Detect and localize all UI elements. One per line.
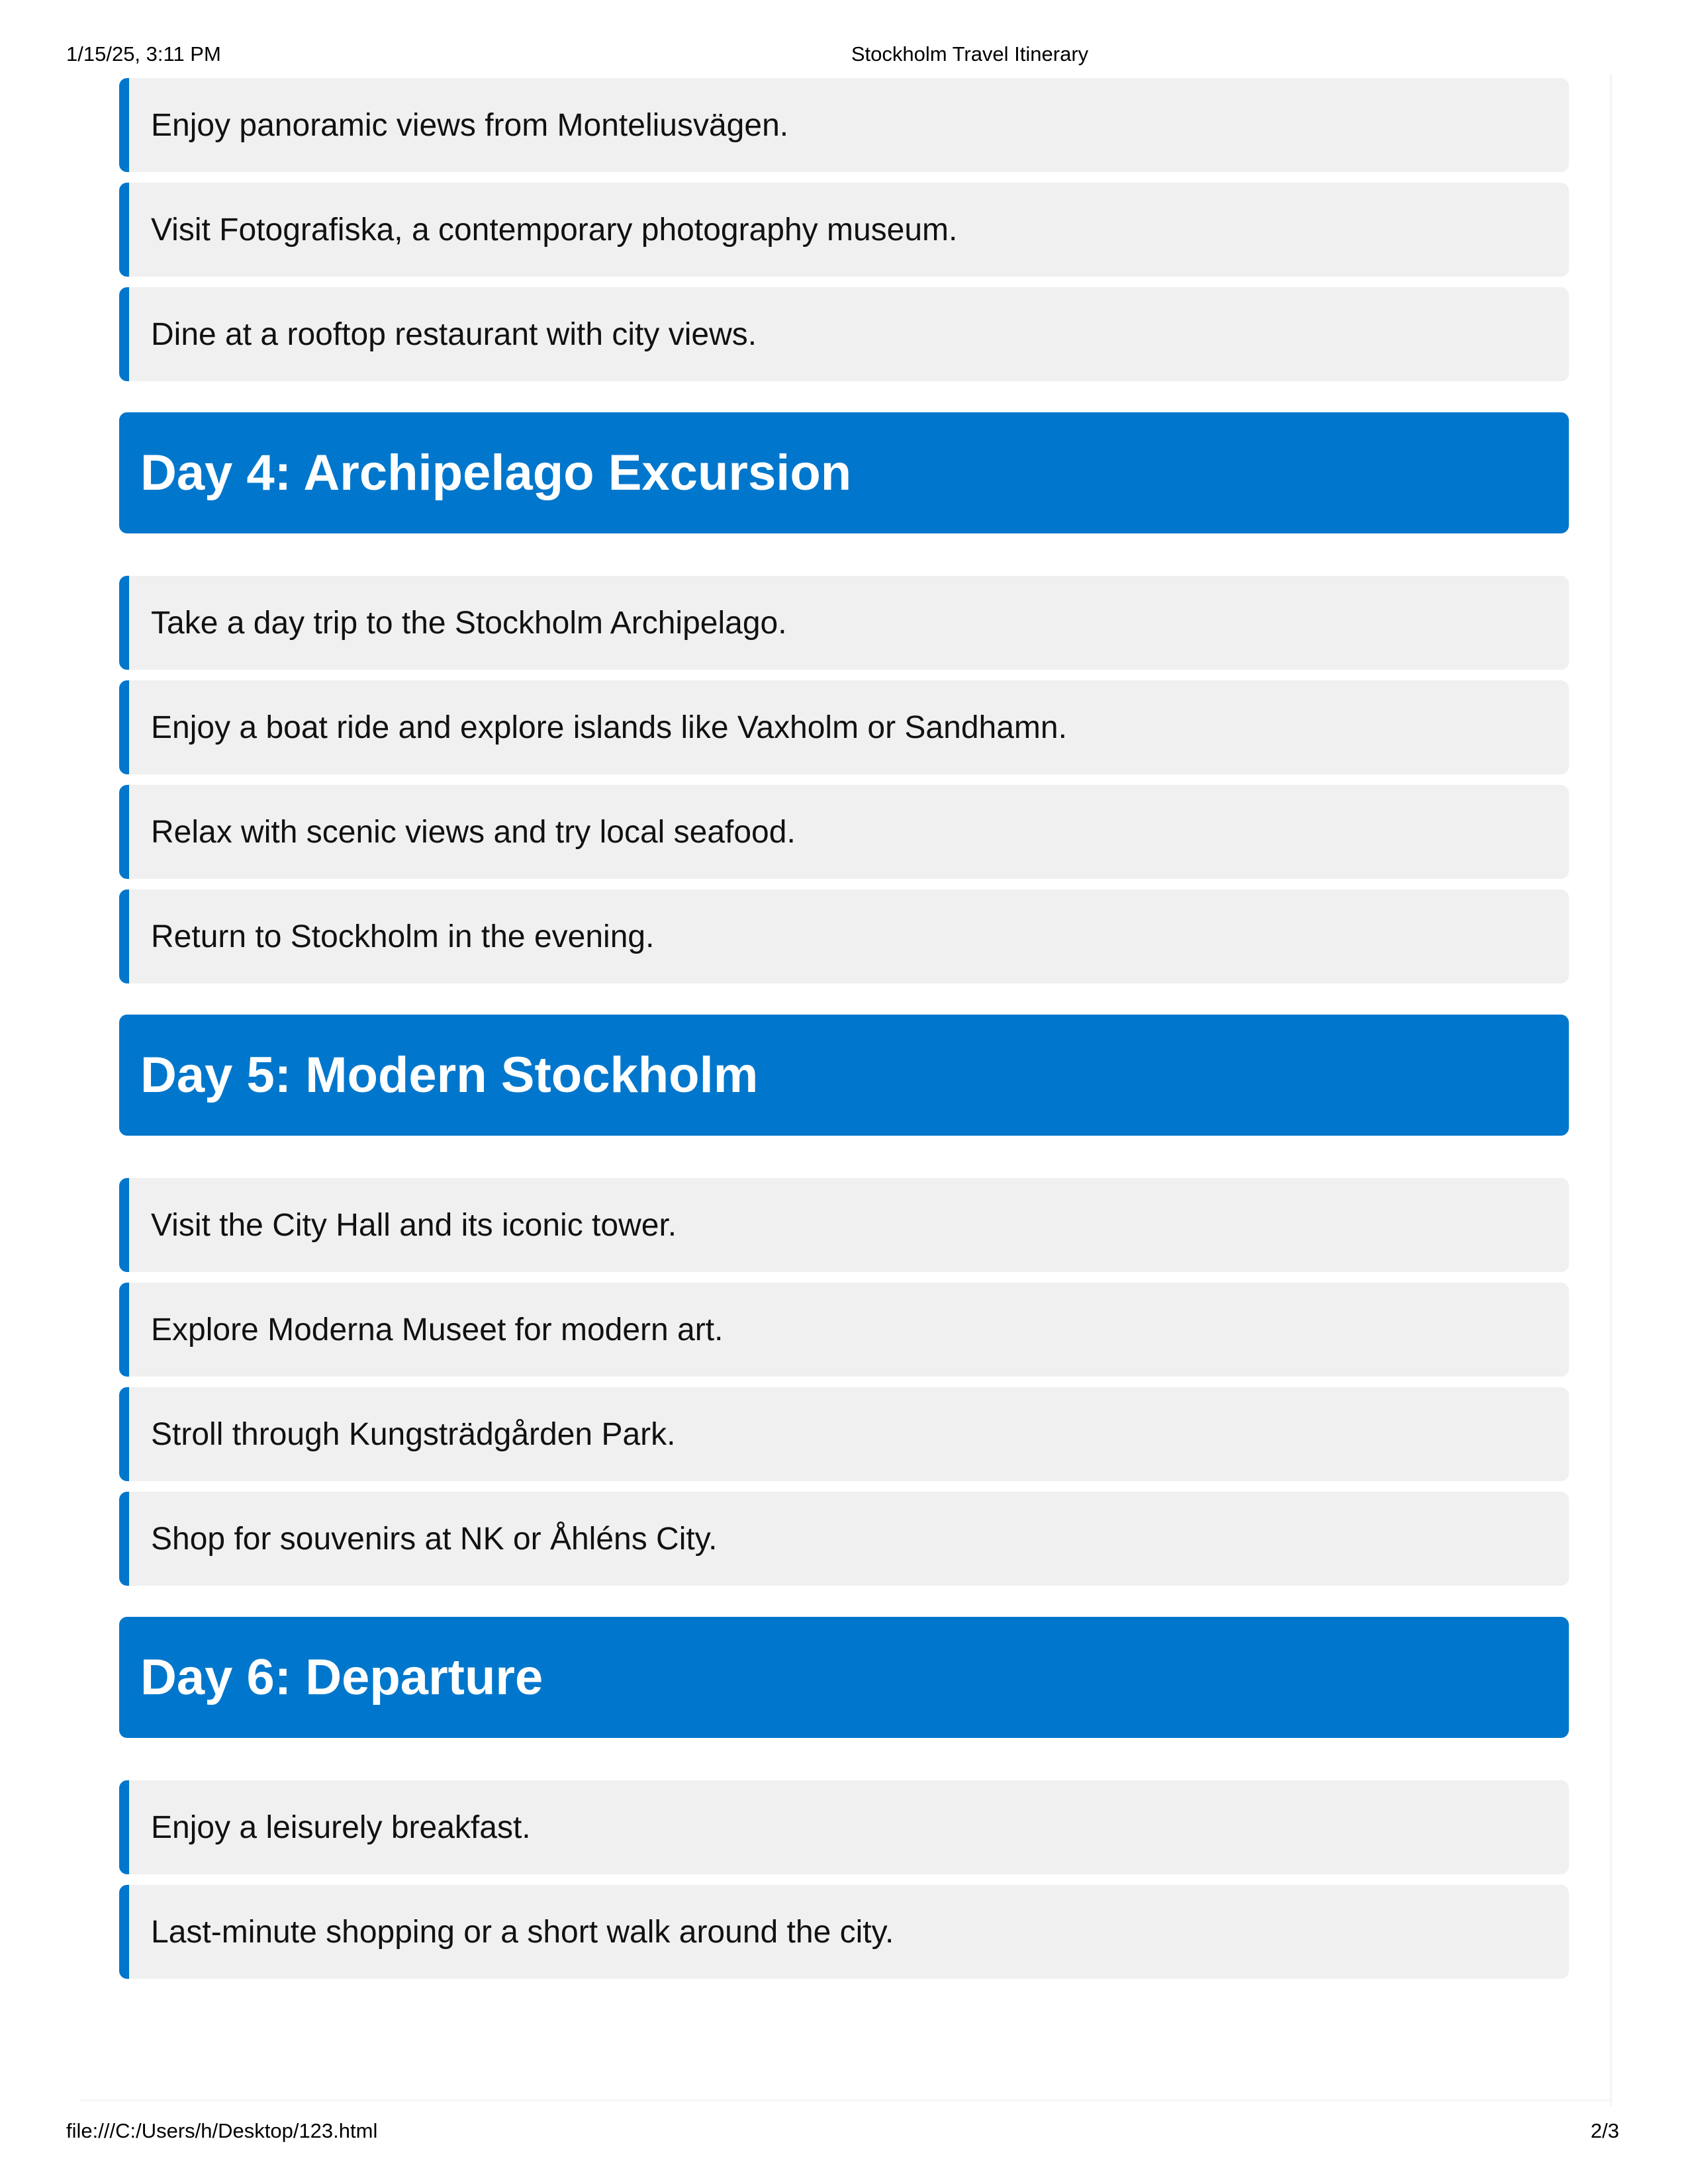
continued-activity-list <box>119 78 1569 381</box>
activity-item: Enjoy panoramic views from Monteliusvägen. <box>119 78 1569 172</box>
itinerary-content <box>119 78 1569 1989</box>
print-page-number: 2/3 <box>1590 2119 1619 2142</box>
activity-item: Take a day trip to the Stockholm Archipelago. <box>119 576 1569 670</box>
print-header <box>0 42 1688 69</box>
print-datetime: 1/15/25, 3:11 PM <box>66 42 221 66</box>
day-heading: Day 5: Modern Stockholm <box>119 1015 1569 1136</box>
print-page-title: Stockholm Travel Itinerary <box>851 42 1089 66</box>
print-footer <box>0 2119 1688 2146</box>
day-section-4 <box>119 412 1569 983</box>
activity-list <box>119 1178 1569 1586</box>
day-heading: Day 6: Departure <box>119 1617 1569 1738</box>
activity-item: Stroll through Kungsträdgården Park. <box>119 1387 1569 1481</box>
activity-item: Relax with scenic views and try local seafood. <box>119 785 1569 879</box>
page-right-edge <box>1610 74 1613 2106</box>
print-file-url: file:///C:/Users/h/Desktop/123.html <box>66 2119 378 2142</box>
activity-list <box>119 576 1569 983</box>
activity-list <box>119 1780 1569 1979</box>
activity-item: Visit Fotografiska, a contemporary photography museum. <box>119 183 1569 277</box>
page-bottom-edge <box>79 2099 1613 2101</box>
day-section-5 <box>119 1015 1569 1586</box>
day-heading: Day 4: Archipelago Excursion <box>119 412 1569 533</box>
activity-item: Enjoy a boat ride and explore islands like Vaxholm or Sandhamn. <box>119 680 1569 774</box>
activity-item: Visit the City Hall and its iconic tower. <box>119 1178 1569 1272</box>
day-section-6 <box>119 1617 1569 1979</box>
activity-item: Explore Moderna Museet for modern art. <box>119 1283 1569 1377</box>
activity-item: Shop for souvenirs at NK or Åhléns City. <box>119 1492 1569 1586</box>
activity-item: Enjoy a leisurely breakfast. <box>119 1780 1569 1874</box>
activity-item: Dine at a rooftop restaurant with city views. <box>119 287 1569 381</box>
activity-item: Last-minute shopping or a short walk around the city. <box>119 1885 1569 1979</box>
activity-item: Return to Stockholm in the evening. <box>119 889 1569 983</box>
